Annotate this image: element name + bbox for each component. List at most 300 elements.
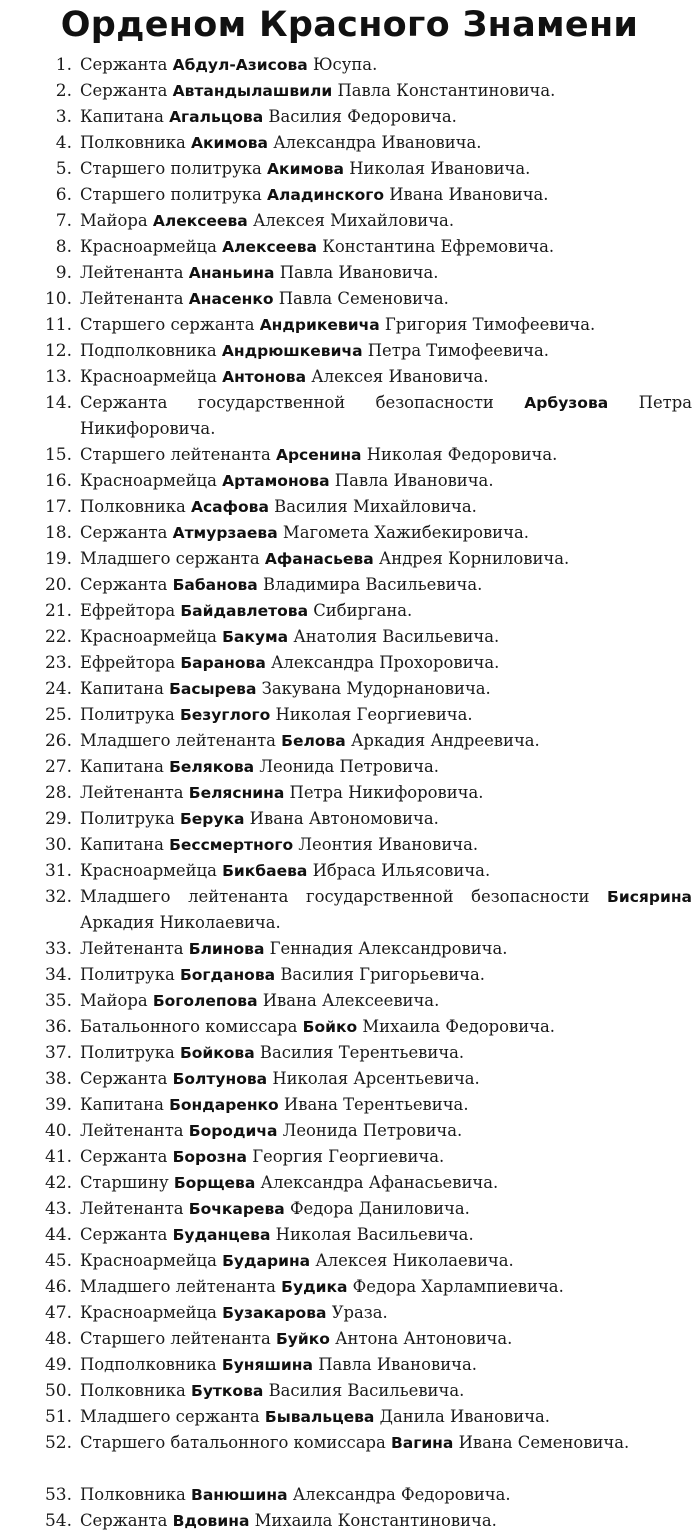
entry-given-names: Михаила Константиновича.	[254, 1511, 497, 1530]
entry-rank: Полковника	[80, 497, 186, 516]
entry-text	[80, 156, 692, 182]
entry-number: 10.	[44, 289, 72, 309]
entry-text	[80, 598, 692, 624]
list-item	[0, 156, 699, 182]
entry-text	[80, 1508, 692, 1534]
entry-surname: Вдовина	[172, 1512, 250, 1530]
list-item	[0, 1092, 699, 1118]
entry-rank: Младшего сержанта	[80, 1407, 260, 1426]
entry-surname: Ванюшина	[191, 1486, 288, 1504]
entry-surname: Бакума	[222, 628, 289, 646]
list-item	[0, 676, 699, 702]
entry-rank: Ефрейтора	[80, 653, 176, 672]
entry-number: 8.	[55, 237, 72, 257]
entry-given-names: Петра Никифоровича.	[289, 783, 484, 802]
entry-rank: Капитана	[80, 679, 164, 698]
entry-surname: Борщева	[173, 1174, 256, 1192]
entry-given-names: Константина Ефремовича.	[322, 237, 555, 256]
entry-text	[80, 260, 692, 286]
entry-number: 16.	[44, 471, 72, 491]
entry-rank: Красноармейца	[80, 861, 217, 880]
entry-number: 30.	[44, 835, 72, 855]
entry-surname: Байдавлетова	[180, 602, 309, 620]
entry-surname: Афанасьева	[264, 550, 374, 568]
list-item	[0, 936, 699, 962]
entry-rank: Сержанта	[80, 523, 168, 542]
entry-text	[80, 702, 692, 728]
list-item	[0, 390, 699, 442]
entry-surname: Буняшина	[221, 1356, 313, 1374]
entry-text	[80, 962, 692, 988]
entry-number: 54.	[44, 1511, 72, 1531]
entry-surname: Бударина	[222, 1252, 311, 1270]
entry-given-names: Василия Васильевича.	[268, 1381, 465, 1400]
entry-number: 26.	[44, 731, 72, 751]
list-item	[0, 1352, 699, 1378]
entry-text	[80, 936, 692, 962]
list-item	[0, 728, 699, 754]
list-item	[0, 546, 699, 572]
entry-text	[80, 494, 692, 520]
list-item	[0, 1508, 699, 1534]
entry-given-names: Николая Васильевича.	[275, 1225, 474, 1244]
entry-surname: Берука	[179, 810, 245, 828]
entry-number: 13.	[44, 367, 72, 387]
entry-surname: Анасенко	[188, 290, 274, 308]
entry-given-names: Ивана Автономовича.	[249, 809, 439, 828]
entry-given-names: Василия Михайловича.	[274, 497, 477, 516]
entry-rank: Старшину	[80, 1173, 169, 1192]
entry-rank: Красноармейца	[80, 237, 217, 256]
entry-text	[80, 364, 692, 390]
list-item	[0, 260, 699, 286]
entry-rank: Капитана	[80, 835, 164, 854]
entry-number: 48.	[44, 1329, 72, 1349]
entry-given-names: Александра Федоровича.	[292, 1485, 511, 1504]
entry-text	[80, 1404, 692, 1430]
entry-rank: Старшего батальонного комиссара	[80, 1433, 386, 1452]
entry-rank: Старшего сержанта	[80, 315, 255, 334]
entry-text	[80, 546, 692, 572]
entry-given-names: Александра Афанасьевича.	[260, 1173, 499, 1192]
entry-text	[80, 468, 692, 494]
list-item	[0, 468, 699, 494]
entry-given-names: Александра Прохоровича.	[271, 653, 500, 672]
list-item	[0, 832, 699, 858]
entry-rank: Подполковника	[80, 1355, 217, 1374]
entry-surname: Бойко	[302, 1018, 358, 1036]
entry-number: 1.	[55, 55, 72, 75]
entry-text	[80, 182, 692, 208]
list-item	[0, 884, 699, 936]
entry-text	[80, 1430, 692, 1456]
list-item	[0, 1248, 699, 1274]
entry-rank: Полковника	[80, 133, 186, 152]
entry-given-names: Алексея Николаевича.	[315, 1251, 514, 1270]
entry-surname: Бикбаева	[222, 862, 308, 880]
entry-given-names: Ивана Ивановича.	[389, 185, 549, 204]
entry-text	[80, 806, 692, 832]
entry-given-names: Георгия Георгиевича.	[252, 1147, 445, 1166]
entry-number: 35.	[44, 991, 72, 1011]
entry-number: 50.	[44, 1381, 72, 1401]
entry-given-names: Павла Семеновича.	[278, 289, 449, 308]
entry-number: 15.	[44, 445, 72, 465]
list-item	[0, 650, 699, 676]
entry-given-names: Ураза.	[331, 1303, 388, 1322]
list-item	[0, 182, 699, 208]
list-item	[0, 494, 699, 520]
entry-text	[80, 390, 692, 442]
list-item	[0, 208, 699, 234]
entry-given-names: Николая Ивановича.	[349, 159, 531, 178]
entry-number: 2.	[55, 81, 72, 101]
entry-number: 41.	[44, 1147, 72, 1167]
entry-text	[80, 234, 692, 260]
entry-text	[80, 858, 692, 884]
entry-number: 43.	[44, 1199, 72, 1219]
entry-surname: Вагина	[390, 1434, 454, 1452]
entry-given-names: Алексея Михайловича.	[252, 211, 455, 230]
entry-number: 37.	[44, 1043, 72, 1063]
list-item	[0, 1300, 699, 1326]
entry-given-names: Данила Ивановича.	[379, 1407, 551, 1426]
entry-surname: Белова	[281, 732, 346, 750]
entry-rank: Лейтенанта	[80, 939, 184, 958]
entry-number: 14.	[44, 393, 72, 413]
list-item	[0, 962, 699, 988]
list-item	[0, 754, 699, 780]
entry-surname: Андрикевича	[259, 316, 380, 334]
entry-surname: Алексеева	[222, 238, 317, 256]
entry-number: 28.	[44, 783, 72, 803]
entry-rank: Сержанта	[80, 1511, 168, 1530]
list-item	[0, 1378, 699, 1404]
entry-number: 7.	[55, 211, 72, 231]
entry-surname: Беляснина	[188, 784, 285, 802]
list-item	[0, 1222, 699, 1248]
entry-surname: Бузакарова	[222, 1304, 327, 1322]
list-item	[0, 1274, 699, 1300]
entry-text	[80, 572, 692, 598]
entry-surname: Бойкова	[179, 1044, 255, 1062]
entry-surname: Бессмертного	[169, 836, 294, 854]
entry-number: 11.	[44, 315, 72, 335]
entry-text	[80, 884, 692, 936]
entry-given-names: Василия Федоровича.	[268, 107, 457, 126]
list-item	[0, 624, 699, 650]
entry-given-names: Владимира Васильевича.	[262, 575, 483, 594]
entry-text	[80, 130, 692, 156]
entry-given-names: Григория Тимофеевича.	[384, 315, 596, 334]
entry-number: 52.	[44, 1433, 72, 1453]
entry-rank: Младшего лейтенанта	[80, 1277, 276, 1296]
entry-surname: Бабанова	[172, 576, 258, 594]
entry-text	[80, 520, 692, 546]
list-item	[0, 78, 699, 104]
entry-surname: Асафова	[191, 498, 269, 516]
entry-rank: Майора	[80, 211, 148, 230]
entry-text	[80, 728, 692, 754]
entry-given-names: Магомета Хажибекировича.	[282, 523, 529, 542]
entry-rank: Красноармейца	[80, 627, 217, 646]
entry-text	[80, 1066, 692, 1092]
entry-surname: Буйко	[275, 1330, 330, 1348]
entry-rank: Сержанта	[80, 575, 168, 594]
entry-given-names: Павла Ивановича.	[279, 263, 439, 282]
entry-rank: Капитана	[80, 1095, 164, 1114]
list-item	[0, 286, 699, 312]
entry-surname: Будика	[281, 1278, 348, 1296]
entry-surname: Алексеева	[152, 212, 248, 230]
list-item	[0, 780, 699, 806]
entry-rank: Старшего политрука	[80, 185, 262, 204]
entry-rank: Ефрейтора	[80, 601, 176, 620]
entry-given-names: Ивана Семеновича.	[458, 1433, 630, 1452]
entry-surname: Богданова	[179, 966, 276, 984]
entry-given-names: Ивана Алексеевича.	[262, 991, 440, 1010]
entry-text	[80, 1222, 692, 1248]
list-item	[0, 1040, 699, 1066]
entry-number: 34.	[44, 965, 72, 985]
entry-rank: Старшего политрука	[80, 159, 262, 178]
entry-text	[80, 1482, 692, 1508]
entry-rank: Старшего лейтенанта	[80, 1329, 271, 1348]
entry-number: 5.	[55, 159, 72, 179]
entry-given-names: Петра Тимофеевича.	[367, 341, 549, 360]
entry-rank: Младшего лейтенанта	[80, 731, 276, 750]
entry-rank: Красноармейца	[80, 1251, 217, 1270]
entry-given-names: Аркадия Андреевича.	[350, 731, 540, 750]
entry-rank: Младшего сержанта	[80, 549, 260, 568]
entry-given-names: Геннадия Александровича.	[269, 939, 508, 958]
entry-text	[80, 988, 692, 1014]
entry-number: 33.	[44, 939, 72, 959]
entry-text	[80, 650, 692, 676]
entry-number: 27.	[44, 757, 72, 777]
entry-text	[80, 754, 692, 780]
list-item	[0, 312, 699, 338]
entry-number: 22.	[44, 627, 72, 647]
entry-text	[80, 1040, 692, 1066]
entry-given-names: Леонида Петровича.	[259, 757, 439, 776]
entry-text	[80, 832, 692, 858]
entry-number: 51.	[44, 1407, 72, 1427]
entry-given-names: Николая Федоровича.	[366, 445, 558, 464]
entry-number: 31.	[44, 861, 72, 881]
list-item	[0, 1144, 699, 1170]
entry-text	[80, 1196, 692, 1222]
entry-surname: Блинова	[188, 940, 265, 958]
entry-text	[80, 78, 692, 104]
entry-given-names: Павла Ивановича.	[334, 471, 494, 490]
entry-number: 25.	[44, 705, 72, 725]
list-item	[0, 234, 699, 260]
page-title: Орденом Красного Знамени	[60, 5, 639, 45]
entry-text	[80, 1118, 692, 1144]
entry-given-names: Павла Константиновича.	[337, 81, 556, 100]
entry-number: 46.	[44, 1277, 72, 1297]
entry-surname: Баранова	[180, 654, 266, 672]
entry-rank: Батальонного комиссара	[80, 1017, 298, 1036]
entry-surname: Агальцова	[169, 108, 264, 126]
entry-rank: Сержанта	[80, 81, 168, 100]
list-item	[0, 1014, 699, 1040]
entry-given-names: Аркадия Николаевича.	[80, 913, 281, 932]
entry-surname: Артамонова	[222, 472, 330, 490]
entry-surname: Акимова	[267, 160, 345, 178]
entry-number: 45.	[44, 1251, 72, 1271]
entry-given-names: Андрея Корниловича.	[378, 549, 570, 568]
entry-text	[80, 312, 692, 338]
list-item	[0, 1326, 699, 1352]
list-item	[0, 1196, 699, 1222]
entry-given-names: Закувана Мудорнановича.	[261, 679, 491, 698]
entry-text	[80, 1144, 692, 1170]
entry-given-names: Николая Арсентьевича.	[272, 1069, 480, 1088]
entry-number: 32.	[44, 887, 72, 907]
entry-number: 53.	[44, 1485, 72, 1505]
entry-surname: Белякова	[169, 758, 255, 776]
entry-rank: Политрука	[80, 1043, 175, 1062]
list-item	[0, 1118, 699, 1144]
list-item	[0, 1430, 699, 1482]
entry-surname: Атмурзаева	[172, 524, 278, 542]
entry-given-names: Ивана Терентьевича.	[283, 1095, 469, 1114]
entry-text	[80, 1248, 692, 1274]
entry-surname: Боголепова	[152, 992, 258, 1010]
entry-rank: Политрука	[80, 809, 175, 828]
entry-given-names: Антона Антоновича.	[335, 1329, 513, 1348]
entry-number: 39.	[44, 1095, 72, 1115]
entry-text	[80, 442, 692, 468]
entry-number: 6.	[55, 185, 72, 205]
entry-rank: Политрука	[80, 965, 175, 984]
entry-rank: Лейтенанта	[80, 783, 184, 802]
entry-rank: Сержанта	[80, 55, 168, 74]
entry-surname: Буткова	[191, 1382, 264, 1400]
entry-number: 21.	[44, 601, 72, 621]
entry-text	[80, 338, 692, 364]
entry-given-names: Сибиргана.	[313, 601, 413, 620]
entry-rank: Майора	[80, 991, 148, 1010]
entry-rank: Красноармейца	[80, 471, 217, 490]
entry-rank: Младшего лейтенанта государственной безопасности	[80, 887, 590, 906]
entry-surname: Бочкарева	[188, 1200, 285, 1218]
entry-number: 23.	[44, 653, 72, 673]
entry-surname: Борозна	[172, 1148, 247, 1166]
entry-given-names: Леонтия Ивановича.	[298, 835, 479, 854]
entry-rank: Полковника	[80, 1485, 186, 1504]
entry-text	[80, 1170, 692, 1196]
entry-text	[80, 1352, 692, 1378]
list-item	[0, 858, 699, 884]
entry-number: 44.	[44, 1225, 72, 1245]
list-item	[0, 1170, 699, 1196]
list-item	[0, 988, 699, 1014]
list-item	[0, 520, 699, 546]
entry-given-names: Александра Ивановича.	[273, 133, 482, 152]
entry-text	[80, 1326, 692, 1352]
entry-rank: Сержанта государственной безопасности	[80, 393, 494, 412]
entry-rank: Капитана	[80, 757, 164, 776]
list-item	[0, 364, 699, 390]
list-item	[0, 442, 699, 468]
entry-number: 19.	[44, 549, 72, 569]
entry-surname: Буданцева	[172, 1226, 271, 1244]
entry-number: 24.	[44, 679, 72, 699]
entry-rank: Сержанта	[80, 1147, 168, 1166]
entry-number: 12.	[44, 341, 72, 361]
entry-rank: Старшего лейтенанта	[80, 445, 271, 464]
entry-surname: Арсенина	[275, 446, 362, 464]
entry-given-names: Николая Георгиевича.	[275, 705, 473, 724]
entry-surname: Акимова	[191, 134, 268, 152]
entry-number: 29.	[44, 809, 72, 829]
entry-text	[80, 780, 692, 806]
entry-surname: Андрюшкевича	[221, 342, 363, 360]
entry-given-names: Алексея Ивановича.	[311, 367, 489, 386]
list-item	[0, 52, 699, 78]
entry-text	[80, 52, 692, 78]
entry-number: 38.	[44, 1069, 72, 1089]
entry-rank: Лейтенанта	[80, 1199, 184, 1218]
list-item	[0, 702, 699, 728]
entry-rank: Подполковника	[80, 341, 217, 360]
entry-rank: Капитана	[80, 107, 164, 126]
list-item	[0, 338, 699, 364]
entry-given-names: Ибраса Ильясовича.	[312, 861, 491, 880]
entry-rank: Лейтенанта	[80, 263, 184, 282]
list-item	[0, 1482, 699, 1508]
list-item	[0, 1066, 699, 1092]
entry-number: 49.	[44, 1355, 72, 1375]
entry-surname: Автандылашвили	[172, 82, 333, 100]
entry-text	[80, 208, 692, 234]
entry-number: 40.	[44, 1121, 72, 1141]
entry-text	[80, 1378, 692, 1404]
entry-rank: Лейтенанта	[80, 289, 184, 308]
entry-rank: Красноармейца	[80, 367, 217, 386]
entry-surname: Бондаренко	[169, 1096, 279, 1114]
entry-surname: Бисярина	[607, 888, 692, 906]
list-item	[0, 104, 699, 130]
entry-number: 17.	[44, 497, 72, 517]
entry-surname: Басырева	[169, 680, 257, 698]
entry-given-names: Федора Даниловича.	[289, 1199, 470, 1218]
entry-text	[80, 1300, 692, 1326]
entry-rank: Сержанта	[80, 1225, 168, 1244]
entry-text	[80, 104, 692, 130]
entry-text	[80, 1014, 692, 1040]
entry-surname: Ананьина	[188, 264, 275, 282]
entry-surname: Арбузова	[524, 394, 609, 412]
entry-text	[80, 1092, 692, 1118]
entry-surname: Безуглого	[179, 706, 271, 724]
entry-given-names: Михаила Федоровича.	[362, 1017, 556, 1036]
list-item	[0, 572, 699, 598]
entry-text	[80, 286, 692, 312]
entry-text	[80, 624, 692, 650]
entry-number: 20.	[44, 575, 72, 595]
entry-number: 3.	[55, 107, 72, 127]
entry-given-names: Василия Терентьевича.	[259, 1043, 465, 1062]
entry-surname: Бывальцева	[264, 1408, 375, 1426]
entry-given-names: Юсупа.	[313, 55, 378, 74]
entry-surname: Бородича	[188, 1122, 278, 1140]
entry-rank: Полковника	[80, 1381, 186, 1400]
entry-surname: Болтунова	[172, 1070, 268, 1088]
